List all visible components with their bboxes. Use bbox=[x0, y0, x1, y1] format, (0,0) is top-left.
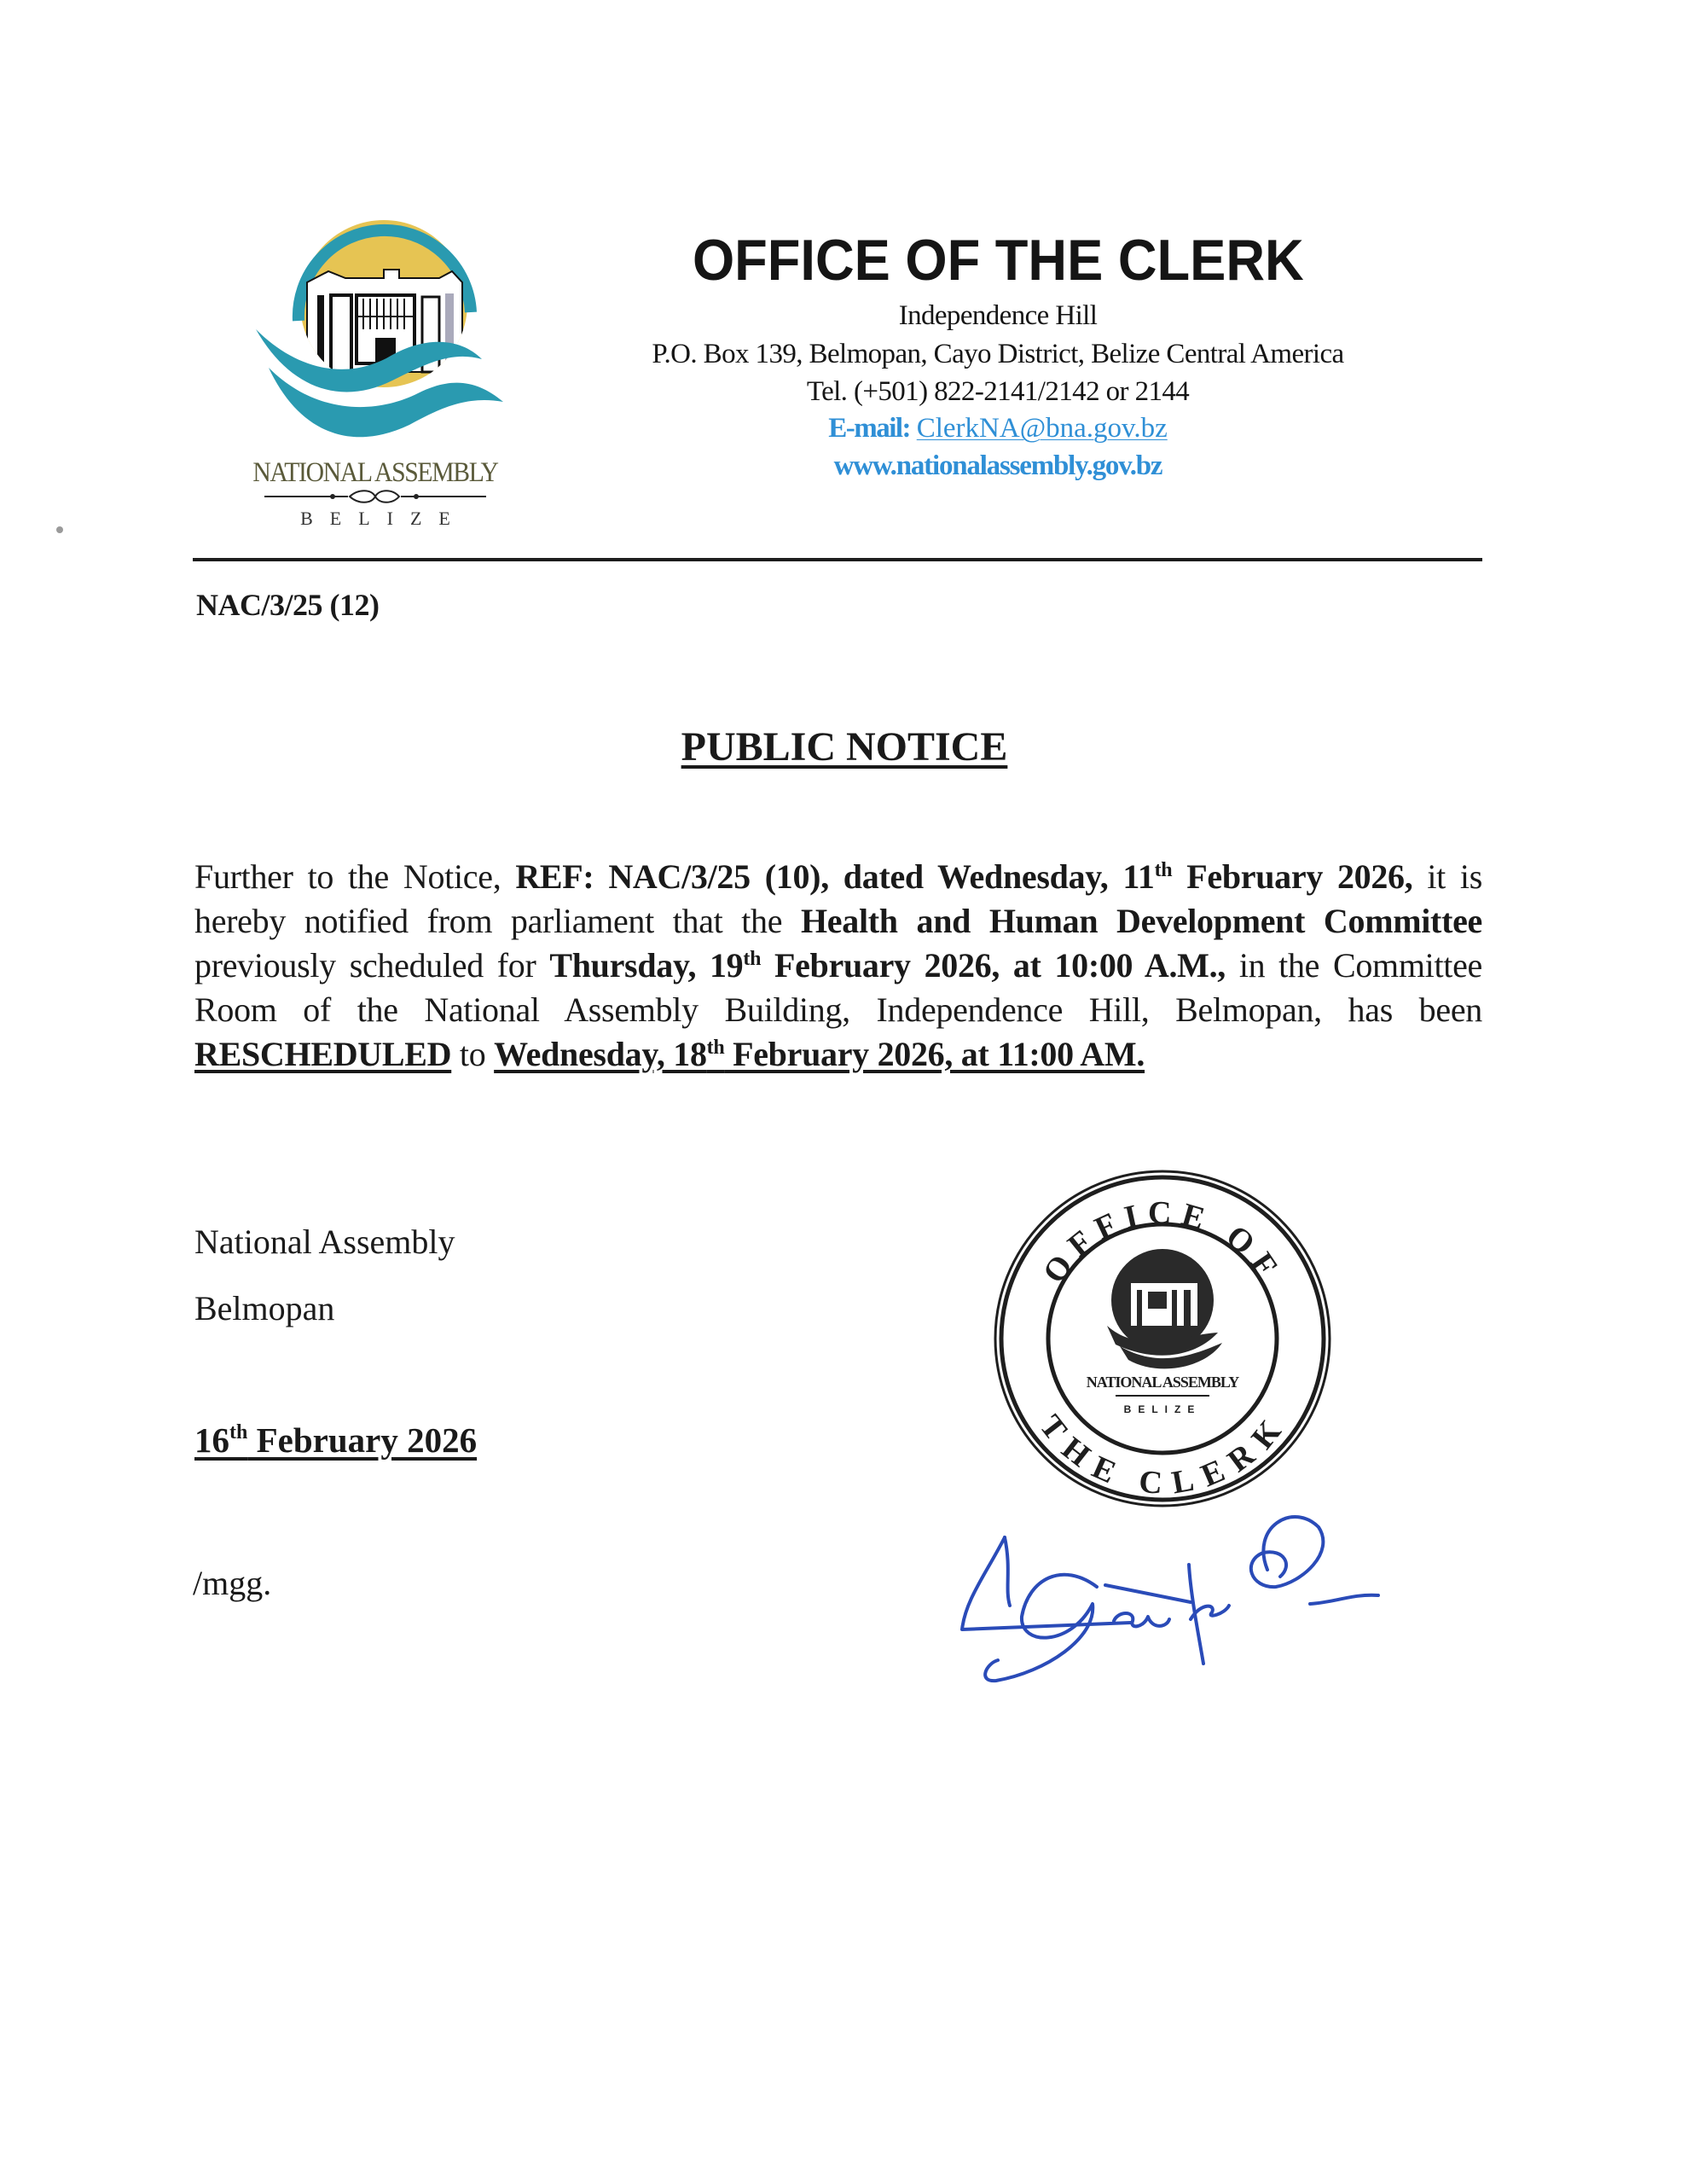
rescheduled-label: RESCHEDULED bbox=[194, 1035, 452, 1073]
office-title bbox=[563, 227, 1433, 293]
body-text: previously scheduled for bbox=[194, 946, 550, 985]
date-day: 16 bbox=[194, 1420, 229, 1460]
ordinal-suffix: th bbox=[706, 1037, 725, 1059]
telephone: Tel. (+501) 822-2141/2142 or 2144 bbox=[806, 376, 1190, 407]
logo-country: BELIZE bbox=[300, 508, 467, 529]
logo-name: NATIONAL ASSEMBLY bbox=[252, 457, 498, 488]
email-line bbox=[563, 413, 1433, 444]
notice-title-text: PUBLIC NOTICE bbox=[681, 724, 1008, 770]
ordinal-suffix: th bbox=[743, 948, 762, 970]
body-bold-text: Thursday, 19 bbox=[549, 946, 744, 985]
signature-stroke bbox=[1105, 1585, 1191, 1602]
stamp-emblem bbox=[1107, 1249, 1222, 1368]
new-date bbox=[494, 1035, 1145, 1073]
date-month-year: February 2026 bbox=[247, 1420, 478, 1460]
signature-stroke bbox=[962, 1537, 1131, 1629]
address-line-1: Independence Hill bbox=[898, 300, 1098, 331]
body-bold-text: Wednesday, 18 bbox=[494, 1035, 707, 1073]
email-link[interactable]: ClerkNA@bna.gov.bz bbox=[916, 413, 1168, 444]
stamp-bottom-text bbox=[1032, 1409, 1292, 1502]
stamp-inner-name: NATIONAL ASSEMBLY bbox=[1086, 1374, 1239, 1391]
body-bold-text: February 2026, bbox=[1172, 857, 1413, 896]
email-label: E-mail: bbox=[828, 413, 911, 444]
logo-caption bbox=[230, 457, 520, 530]
committee-name: Health and Human Development Committee bbox=[800, 902, 1482, 940]
notice-title bbox=[563, 723, 1126, 770]
office-of-the-clerk-stamp bbox=[988, 1164, 1337, 1513]
address-line-2: P.O. Box 139, Belmopan, Cayo District, Belize Central America bbox=[652, 339, 1344, 369]
signoff-organization: National Assembly bbox=[194, 1223, 455, 1261]
logo-flourish-divider bbox=[230, 489, 520, 504]
clerk-signature bbox=[935, 1493, 1412, 1689]
signature-stroke bbox=[1251, 1517, 1324, 1587]
body-text: to bbox=[451, 1035, 495, 1073]
original-date bbox=[549, 946, 1226, 985]
notice-body bbox=[194, 855, 1482, 1077]
stamp-bottom-textpath: THE CLERK bbox=[1032, 1408, 1293, 1502]
signoff-city: Belmopan bbox=[194, 1289, 335, 1327]
office-title-text: OFFICE OF THE CLERK bbox=[692, 228, 1304, 293]
ordinal-suffix: th bbox=[229, 1421, 248, 1443]
reference-number: NAC/3/25 (12) bbox=[196, 588, 380, 622]
signature-stroke bbox=[1310, 1595, 1378, 1604]
website-link[interactable]: www.nationalassembly.gov.bz bbox=[833, 450, 1162, 481]
notice-date bbox=[194, 1420, 477, 1461]
body-bold-text: February 2026, at 11:00 AM. bbox=[724, 1035, 1145, 1073]
scan-speck bbox=[56, 526, 63, 533]
previous-notice-reference bbox=[515, 857, 1412, 896]
signature-stroke bbox=[1005, 1537, 1010, 1606]
body-text: it is hereby notified from parliament that the bbox=[194, 857, 1482, 940]
body-text: Further to the Notice, bbox=[194, 857, 516, 896]
body-bold-text: REF: NAC/3/25 (10), dated Wednesday, 11 bbox=[515, 857, 1155, 896]
stamp-inner-country: BELIZE bbox=[1123, 1403, 1202, 1415]
header-divider bbox=[193, 558, 1482, 561]
stamp-top-textpath: OFFICE OF bbox=[1035, 1194, 1290, 1290]
typist-initials: /mgg. bbox=[193, 1564, 272, 1602]
body-bold-text: February 2026, at 10:00 A.M., bbox=[761, 946, 1226, 985]
ordinal-suffix: th bbox=[1154, 859, 1173, 881]
body-text: in the Committee Room of the National Assembly Building, Independence Hill, Belmopan, has been bbox=[194, 946, 1483, 1029]
